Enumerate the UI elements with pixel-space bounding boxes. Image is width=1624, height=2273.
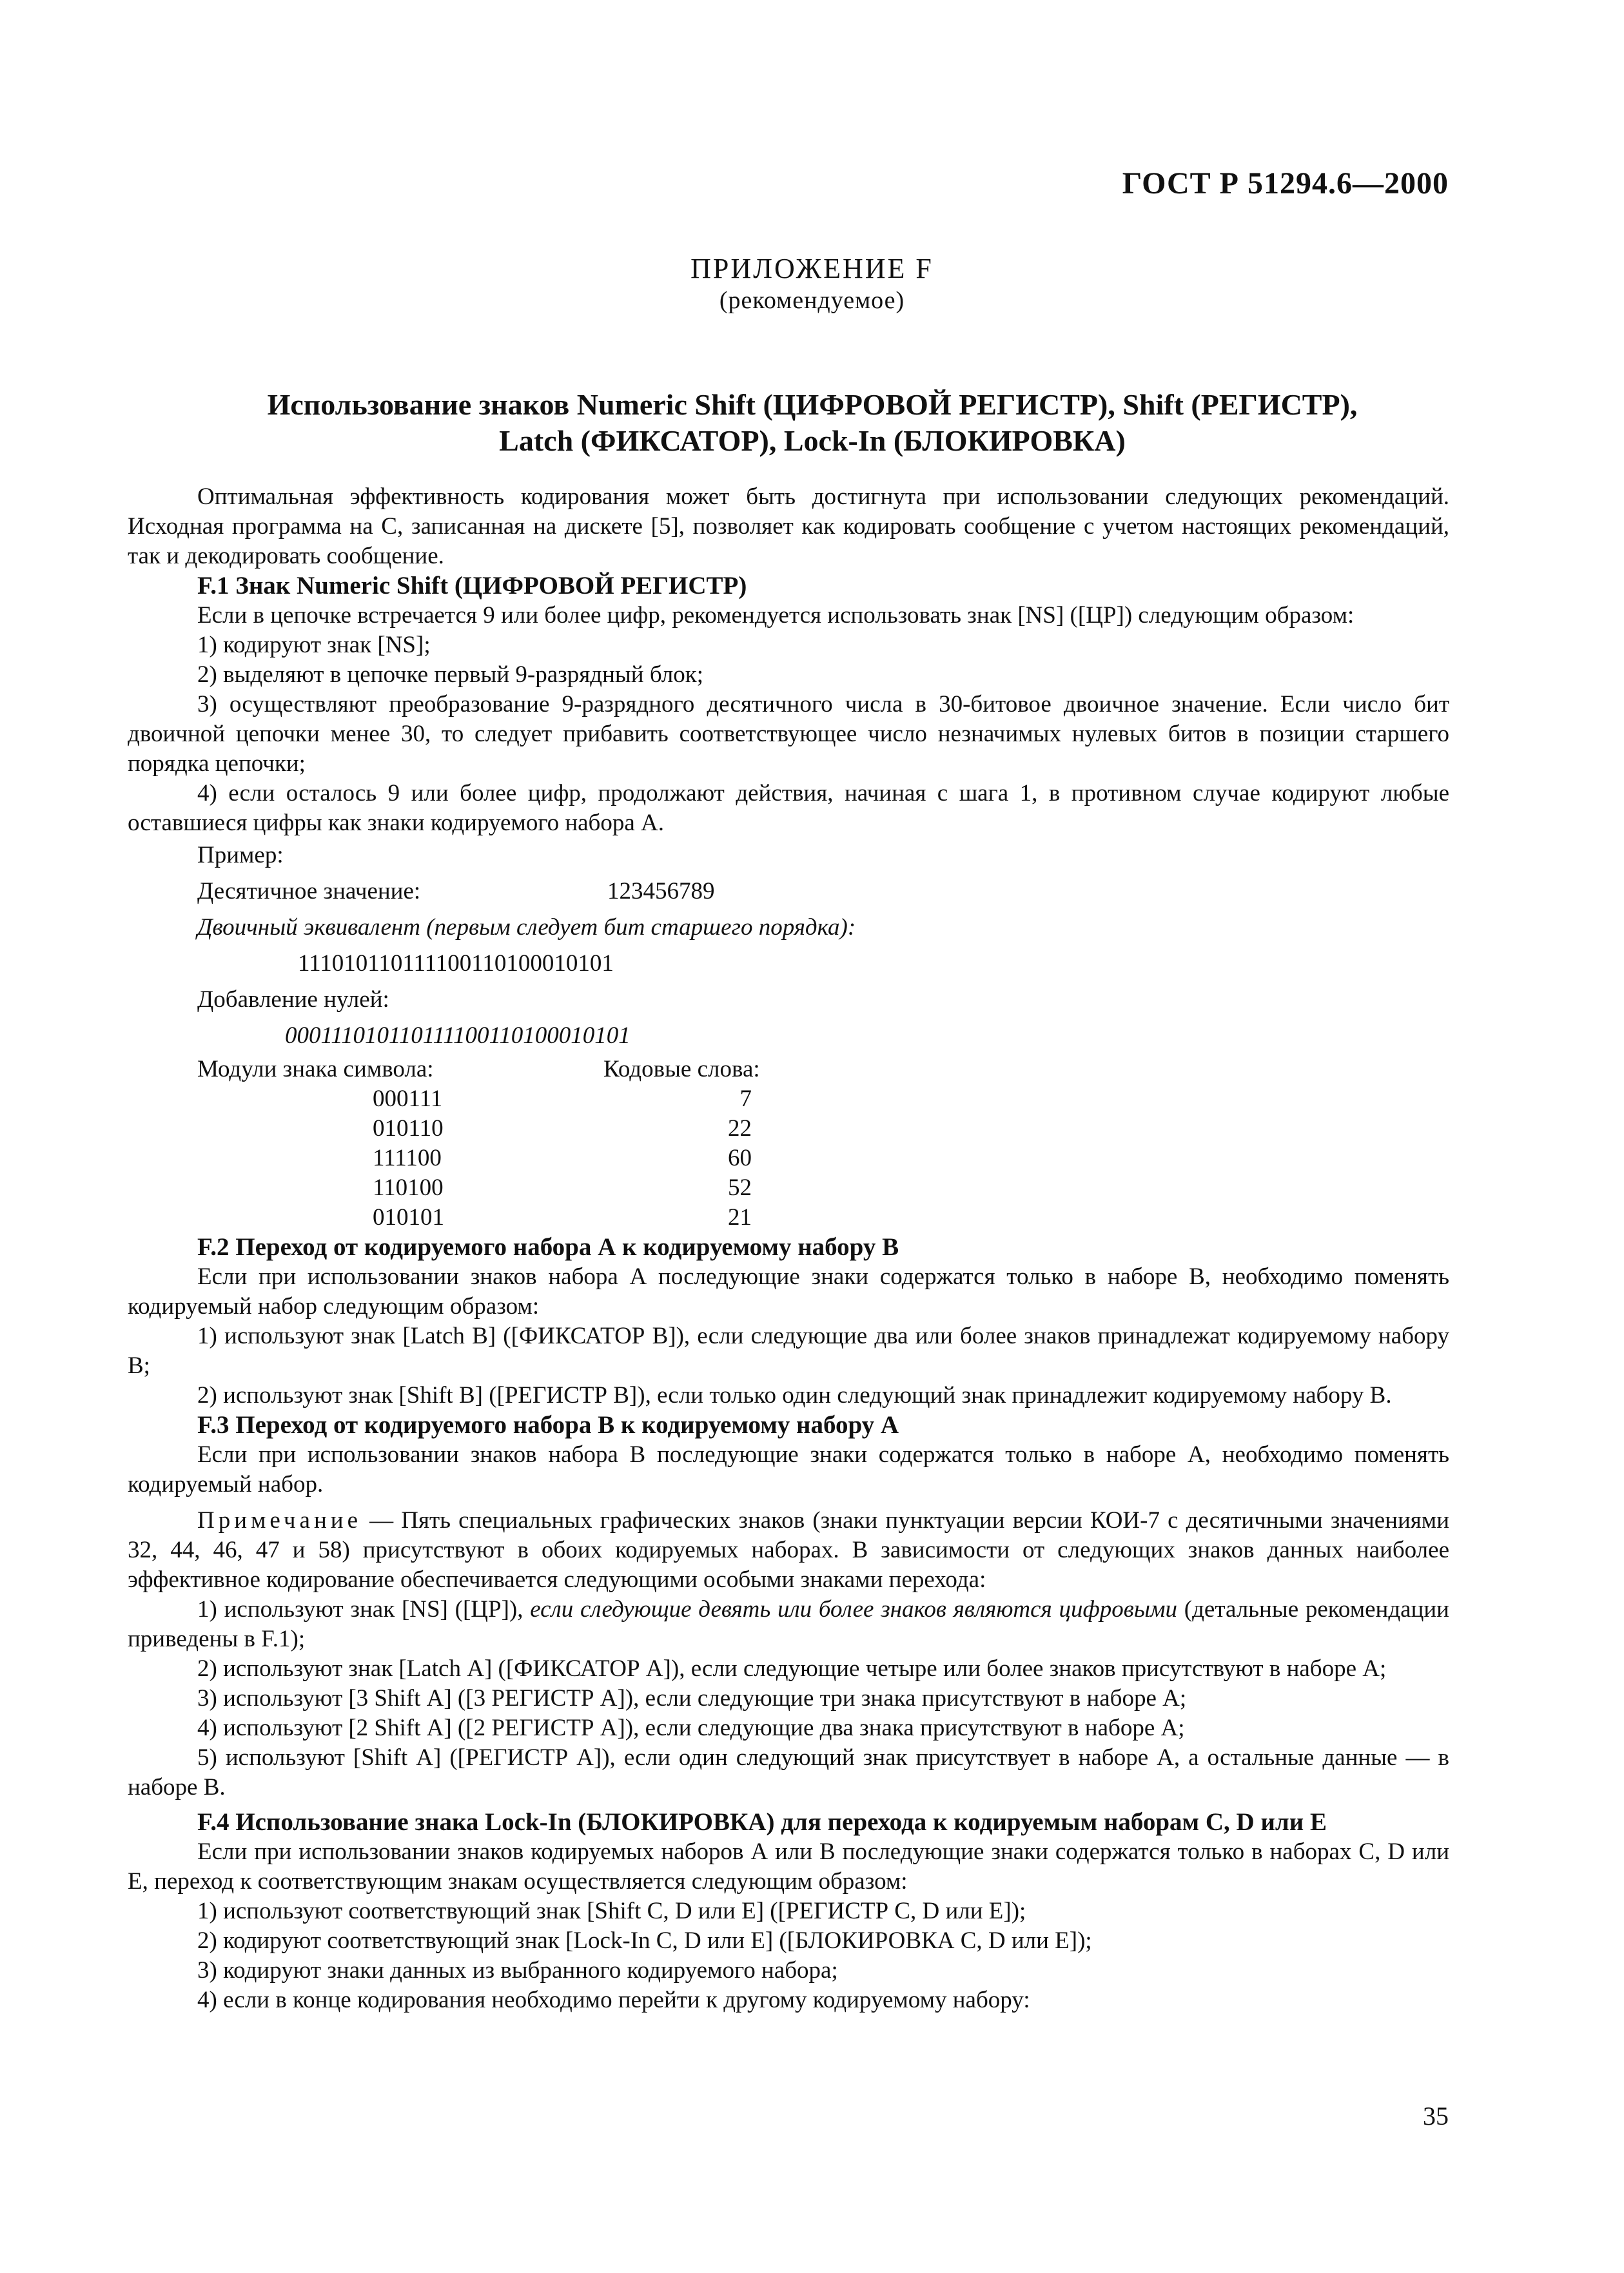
codeword-value: 21 [728, 1204, 752, 1231]
section-f3-heading: F.3 Переход от кодируемого набора В к кодируемому набору А [197, 1411, 899, 1439]
codewords-header: Кодовые слова: [603, 1056, 760, 1082]
section-f1-lead: Если в цепочке встречается 9 или более цифр, рекомендуется использовать знак [NS] ([ЦР]) следующим образом: [197, 602, 1355, 629]
section-f2-lead: Если при использовании знаков набора А последующие знаки содержатся только в наборе В, необходимо поменять кодируемый набор следующим образом: [128, 1263, 1449, 1320]
list-item: 2) кодируют соответствующий знак [Lock-In С, D или Е] ([БЛОКИРОВКА С, D или Е]); [197, 1927, 1092, 1954]
section-f2-heading: F.2 Переход от кодируемого набора А к кодируемому набору В [197, 1233, 899, 1261]
appendix-label: ПРИЛОЖЕНИЕ F [690, 253, 934, 284]
module-value: 000111 [373, 1086, 443, 1112]
list-item [128, 1684, 1449, 1713]
binary-label-row [197, 910, 1449, 946]
example-block [128, 838, 1449, 1233]
note-label: Примечание [197, 1507, 362, 1534]
padding-value-row [197, 1019, 1449, 1055]
decimal-label: Десятичное значение: [197, 878, 421, 904]
note-text: — Пять специальных графических знаков (знаки пунктуации версии КОИ-7 с десятичными значениями 32, 44, 46, 47 и 58) присутствуют в обоих кодируемых наборах. В зависимости от следующих знаков данных наиболее эффективное кодирование обеспечивается следующими особыми знаками перехода: [128, 1507, 1449, 1593]
page-number: 35 [1423, 2102, 1449, 2131]
padding-value: 000111010110111100110100010101 [285, 1022, 631, 1049]
list-item: 3) осуществляют преобразование 9-разрядного десятичного числа в 30-битовое двоичное значение. Если число бит двоичной цепочки менее 30, то следует прибавить соответствующее число незначимых нулевых битов в позиции старшего порядка цепочки; [128, 691, 1449, 777]
title-line-2: Latch (ФИКСАТОР), Lock-In (БЛОКИРОВКА) [499, 424, 1126, 457]
standard-number: ГОСТ Р 51294.6—2000 [1122, 166, 1449, 200]
list-item-text: 2) используют знак [Latch А] ([ФИКСАТОР А]), если следующие четыре или более знаков присутствуют в наборе А; [197, 1655, 1387, 1682]
example-label-row [197, 838, 1449, 874]
list-item [128, 1743, 1449, 1802]
padding-label-row [197, 982, 1449, 1019]
list-item: 1) кодируют знак [NS]; [197, 632, 431, 658]
title-line-1: Использование знаков Numeric Shift (ЦИФРОВОЙ РЕГИСТР), Shift (РЕГИСТР), [267, 388, 1358, 421]
list-item: 2) выделяют в цепочке первый 9-разрядный блок; [197, 661, 703, 688]
table-row [197, 1203, 1449, 1233]
list-item: 2) используют знак [Shift В] ([РЕГИСТР В]), если только один следующий знак принадлежит кодируемому набору В. [197, 1382, 1392, 1409]
codeword-value: 52 [728, 1175, 752, 1201]
module-value: 010110 [373, 1115, 444, 1142]
note-paragraph [128, 1506, 1449, 1595]
table-row [197, 1084, 1449, 1114]
list-item [128, 1595, 1449, 1654]
table-row [197, 1144, 1449, 1173]
list-item-text: 4) используют [2 Shift А] ([2 РЕГИСТР А]), если следующие два знака присутствуют в наборе А; [197, 1715, 1185, 1741]
module-value: 111100 [373, 1145, 442, 1171]
example-label: Пример: [197, 842, 284, 868]
modules-header-row [197, 1055, 1449, 1084]
list-item-text: 3) используют [3 Shift А] ([3 РЕГИСТР А]), если следующие три знака присутствуют в наборе А; [197, 1685, 1187, 1712]
codeword-value: 22 [728, 1115, 752, 1142]
intro-paragraph: Оптимальная эффективность кодирования может быть достигнута при использовании следующих рекомендаций. Исходная программа на С, записанная на дискете [5], позволяет как кодировать сообщение с учетом настоящих рекомендаций, так и декодировать сообщение. [128, 483, 1449, 569]
binary-label: Двоичный эквивалент (первым следует бит старшего порядка): [197, 914, 856, 941]
list-item: 3) кодируют знаки данных из выбранного кодируемого набора; [197, 1957, 838, 1984]
module-value: 010101 [373, 1204, 444, 1231]
table-row [197, 1173, 1449, 1203]
binary-value: 111010110111100110100010101 [298, 950, 614, 977]
section-f3-lead: Если при использовании знаков набора В последующие знаки содержатся только в наборе А, необходимо поменять кодируемый набор. [128, 1441, 1449, 1497]
list-item: 4) если в конце кодирования необходимо перейти к другому кодируемому набору: [197, 1987, 1030, 2013]
list-item [128, 1654, 1449, 1684]
list-item-italic: если следующие девять или более знаков являются цифровыми [530, 1596, 1178, 1623]
decimal-row [197, 874, 1449, 910]
decimal-value: 123456789 [607, 878, 715, 904]
module-value: 110100 [373, 1175, 444, 1201]
section-f1-heading: F.1 Знак Numeric Shift (ЦИФРОВОЙ РЕГИСТР) [197, 572, 747, 600]
padding-label: Добавление нулей: [197, 986, 389, 1013]
list-item [128, 1713, 1449, 1743]
list-item: 1) используют знак [Latch В] ([ФИКСАТОР В]), если следующие два или более знаков принадлежат кодируемому набору В; [128, 1323, 1449, 1379]
codeword-value: 7 [739, 1086, 752, 1112]
appendix-note: (рекомендуемое) [719, 287, 905, 314]
binary-value-row [197, 946, 1449, 982]
document-title [193, 387, 1431, 459]
section-f4-lead: Если при использовании знаков кодируемых наборов А или В последующие знаки содержатся только в наборах С, D или Е, переход к соответствующим знакам осуществляется следующим образом: [128, 1839, 1449, 1895]
document-body [128, 482, 1449, 2015]
list-item-text: 1) используют знак [NS] ([ЦР]), [197, 1596, 531, 1623]
list-item: 1) используют соответствующий знак [Shift С, D или Е] ([РЕГИСТР С, D или Е]); [197, 1898, 1026, 1924]
table-row [197, 1114, 1449, 1144]
section-f4-heading: F.4 Использование знака Lock-In (БЛОКИРОВКА) для перехода к кодируемым наборам С, D или Е [197, 1808, 1327, 1836]
list-item: 4) если осталось 9 или более цифр, продолжают действия, начиная с шага 1, в противном случае кодируют любые оставшиеся цифры как знаки кодируемого набора А. [128, 780, 1449, 836]
codeword-value: 60 [728, 1145, 752, 1171]
modules-header: Модули знака символа: [197, 1056, 434, 1082]
list-item-text: (детальные рекомендации приведены в F.1); [128, 1596, 1449, 1652]
list-item-text: 5) используют [Shift А] ([РЕГИСТР А]), если один следующий знак присутствует в наборе А, а остальные данные — в наборе В. [128, 1744, 1449, 1800]
